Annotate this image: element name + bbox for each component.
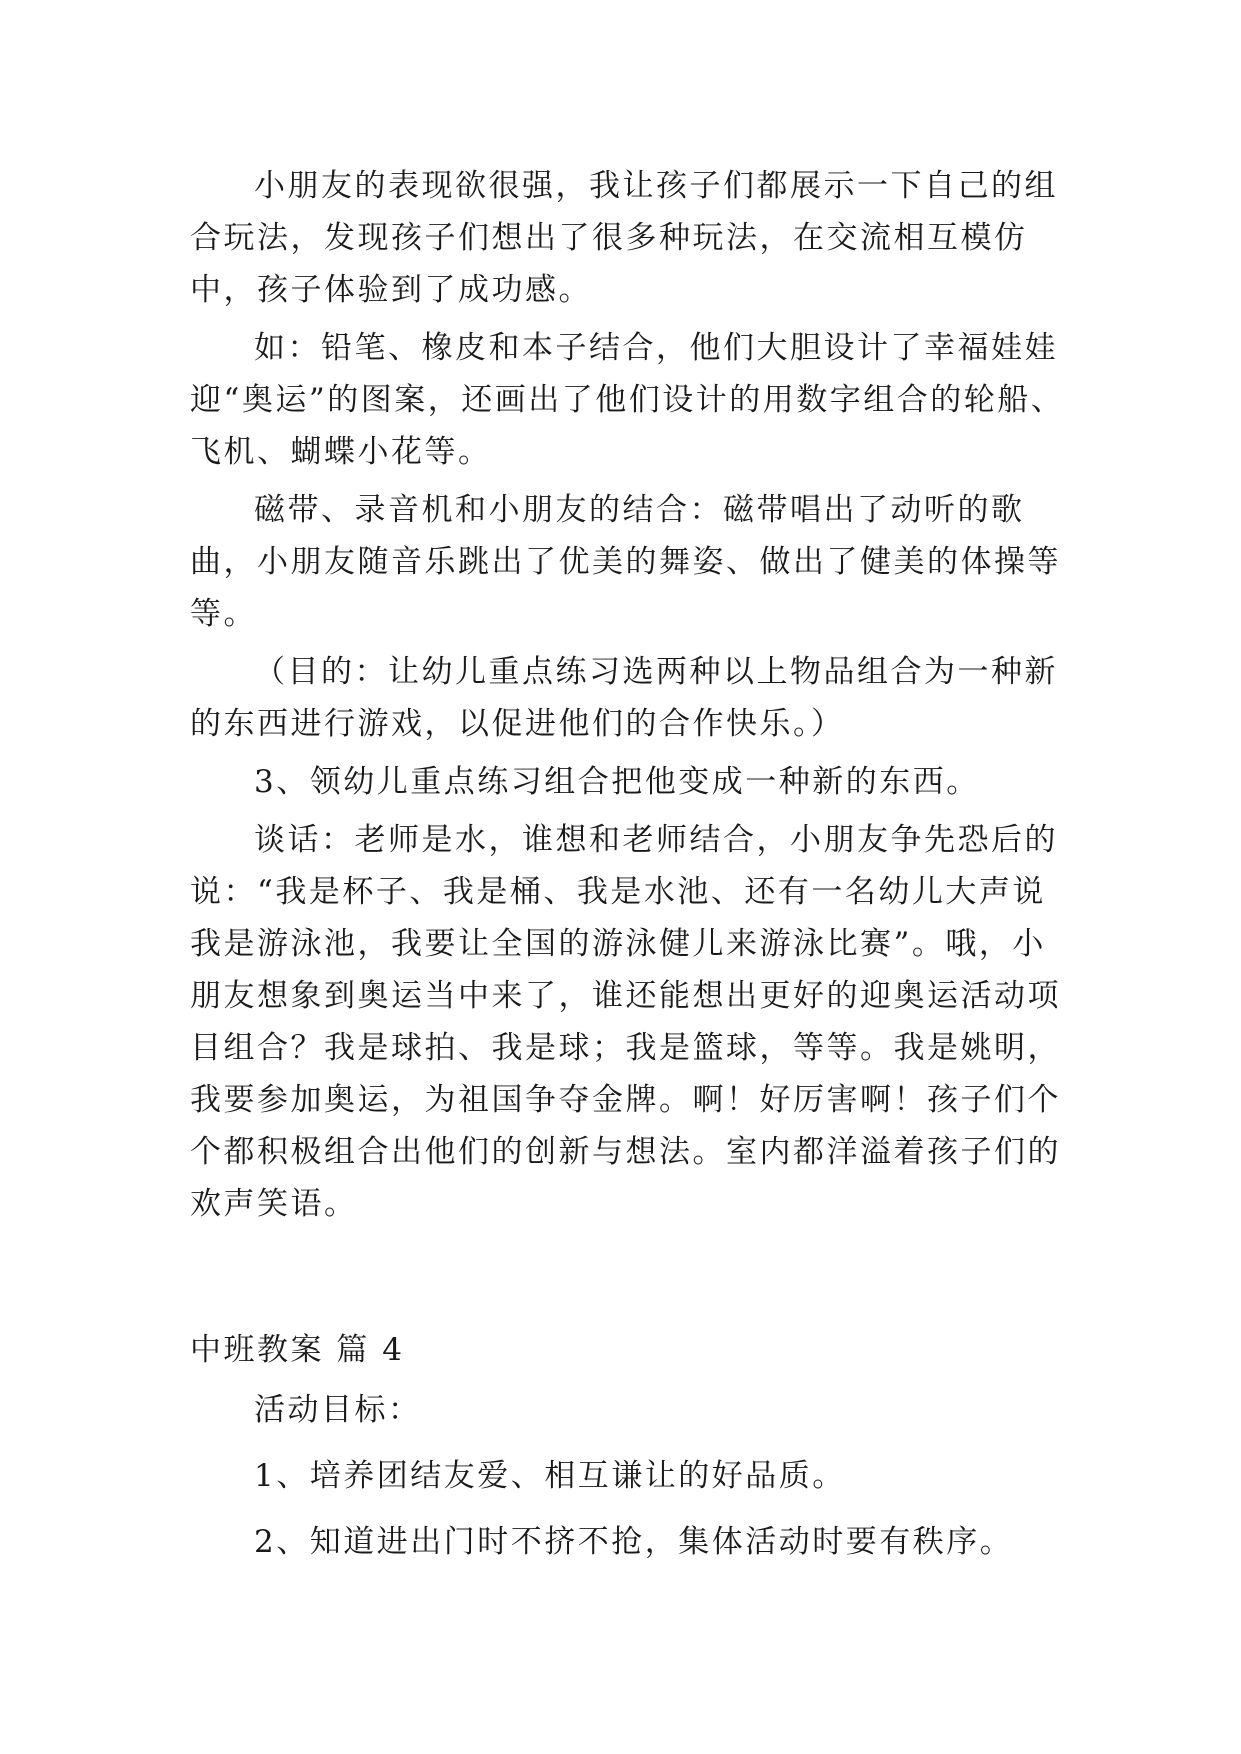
section-item: 1、培养团结友爱、相互谦让的好品质。 — [254, 1458, 846, 1494]
section-heading: 中班教案 篇 4 — [190, 1332, 405, 1368]
section-item: 2、知道进出门时不挤不抢，集体活动时要有秩序。 — [254, 1524, 1014, 1560]
paragraph: 小朋友的表现欲很强，我让孩子们都展示一下自己的组合玩法，发现孩子们想出了很多种玩法，在交流相互模仿中，孩子体验到了成功感。 — [190, 168, 1058, 308]
paragraph: （目的：让幼儿重点练习选两种以上物品组合为一种新的东西进行游戏，以促进他们的合作快乐。） — [190, 654, 1058, 742]
body-text — [190, 160, 1070, 1236]
paragraph: 3、领幼儿重点练习组合把他变成一种新的东西。 — [254, 764, 980, 800]
paragraph: 谈话：老师是水，谁想和老师结合，小朋友争先恐后的说：“我是杯子、我是桶、我是水池、还有一名幼儿大声说我是游泳池，我要让全国的游泳健儿来游泳比赛”。哦，小朋友想象到奥运当中来了，谁还能想出更好的迎奥运活动项目组合？我是球拍、我是球；我是篮球，等等。我是姚明，我要参加奥运，为祖国争夺金牌。啊！好厉害啊！孩子们个个都积极组合出他们的创新与想法。室内都洋溢着孩子们的欢声笑语。 — [190, 822, 1061, 1222]
paragraph: 如：铅笔、橡皮和本子结合，他们大胆设计了幸福娃娃迎“奥运”的图案，还画出了他们设计的用数字组合的轮船、飞机、蝴蝶小花等。 — [190, 330, 1065, 470]
section-content — [190, 1384, 1070, 1582]
section-item: 活动目标： — [254, 1392, 422, 1428]
paragraph: 磁带、录音机和小朋友的结合：磁带唱出了动听的歌曲，小朋友随音乐跳出了优美的舞姿、做出了健美的体操等等。 — [190, 492, 1061, 632]
